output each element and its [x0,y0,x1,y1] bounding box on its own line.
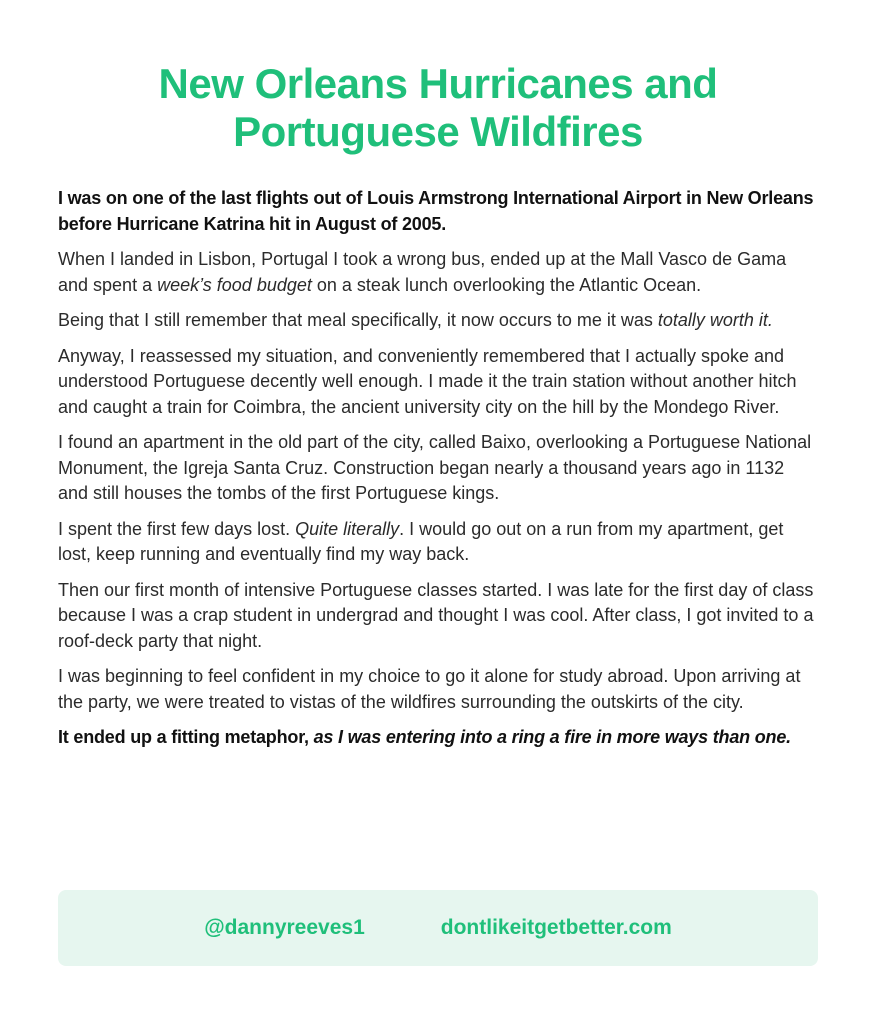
paragraph-lost [58,517,818,568]
paragraph-classes: Then our first month of intensive Portuguese classes started. I was late for the first day of class because I was a crap student in undergrad and thought I was cool. After class, I got invited to a roof-deck party that night. [58,579,814,651]
paragraph-lisbon [58,247,818,298]
paragraph-lost-text-a: I spent the first few days lost. [58,518,296,539]
emphasis-food-budget: week’s food budget [157,274,312,295]
emphasis-worth-it: totally worth it. [657,310,773,330]
paragraph-lisbon-text-a: When I landed in Lisbon, Portugal I took a wrong bus, ended up at the Mall Vasco de Gama and spent a [58,249,787,295]
paragraph-party: I was beginning to feel confident in my choice to go it alone for study abroad. Upon arriving at the party, we were treated to vistas of the wildfires surrounding the outskirts of the city. [58,666,801,712]
social-handle-link[interactable]: @dannyreeves1 [204,916,365,939]
closing-paragraph [58,725,818,751]
website-link[interactable]: dontlikeitgetbetter.com [440,916,672,939]
paragraph-lisbon-text-b: on a steak lunch overlooking the Atlantic Ocean. [311,274,702,295]
page-title [58,0,818,156]
paragraph-lost-text-b: . I would go out on a run from my apartment, get lost, keep running and eventually find my way back. [58,518,784,564]
title-line-2: Portuguese Wildfires [233,108,643,155]
closing-text: It ended up a fitting metaphor, [58,727,314,747]
lead-paragraph: I was on one of the last flights out of Louis Armstrong International Airport in New Orleans before Hurricane Katrina hit in August of 2005. [58,188,814,234]
paragraph-coimbra: Anyway, I reassessed my situation, and conveniently remembered that I actually spoke and understood Portuguese decently well enough. I made it the train station without another hitch and caught a train for Coimbra, the ancient university city on the hill by the Mondego River. [58,345,797,417]
closing-emphasis: as I was entering into a ring a fire in more ways than one. [313,727,791,747]
paragraph-meal-text: Being that I still remember that meal specifically, it now occurs to me it was [58,310,658,330]
paragraph-apartment: I found an apartment in the old part of the city, called Baixo, overlooking a Portuguese National Monument, the Igreja Santa Cruz. Construction began nearly a thousand years ago in 1132 and still houses the tombs of the first Portuguese kings. [58,432,812,503]
footer-banner [58,890,818,966]
article-body [58,186,818,751]
title-line-1: New Orleans Hurricanes and [158,60,718,107]
paragraph-meal [58,308,818,334]
emphasis-quite-literally: Quite literally [295,518,400,539]
